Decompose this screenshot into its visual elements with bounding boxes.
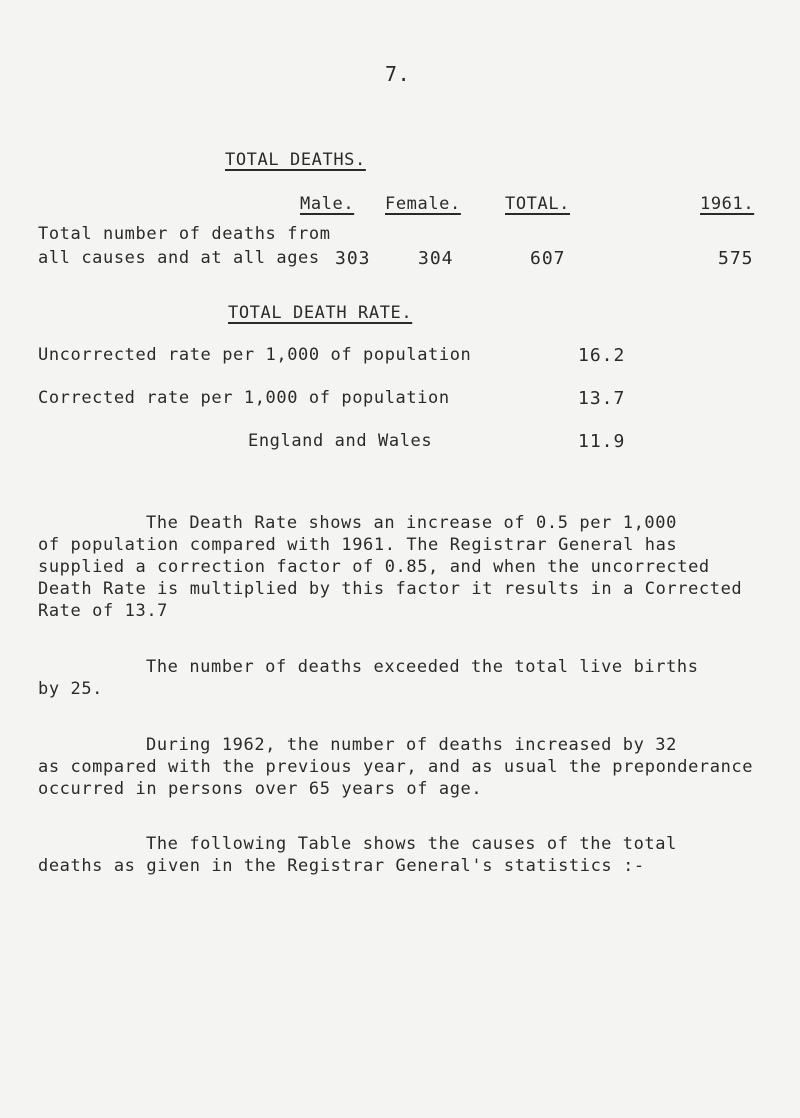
- death-rate-heading: TOTAL DEATH RATE.: [228, 303, 413, 323]
- deaths-row-label-line-2: all causes and at all ages: [38, 248, 320, 268]
- paragraph-line: supplied a correction factor of 0.85, and when the uncorrected: [38, 557, 710, 577]
- paragraph-death-rate: [38, 512, 742, 622]
- column-header-total: TOTAL.: [505, 194, 571, 214]
- column-header-male: Male.: [300, 194, 355, 214]
- paragraph-line: Rate of 13.7: [38, 601, 169, 621]
- paragraph-line: During 1962, the number of deaths increased by 32: [146, 735, 677, 755]
- rate-row-value: 13.7: [578, 388, 626, 409]
- paragraph-line: as compared with the previous year, and as usual the preponderance: [38, 757, 754, 777]
- paragraph-line: Death Rate is multiplied by this factor it results in a Corrected: [38, 579, 743, 599]
- paragraph-line: The Death Rate shows an increase of 0.5 per 1,000: [146, 513, 677, 533]
- rate-row-label: Uncorrected rate per 1,000 of population: [38, 345, 472, 365]
- page-number: 7.: [385, 62, 411, 86]
- deaths-male-value: 303: [335, 248, 371, 269]
- paragraph-line: The number of deaths exceeded the total live births: [146, 657, 699, 677]
- rate-row-label: England and Wales: [248, 431, 433, 451]
- rate-row-label: Corrected rate per 1,000 of population: [38, 388, 450, 408]
- deaths-row-label-line-1: Total number of deaths from: [38, 224, 331, 244]
- paragraph-table-intro: [38, 833, 677, 877]
- paragraph-line: occurred in persons over 65 years of age.: [38, 779, 483, 799]
- column-header-female: Female.: [385, 194, 461, 214]
- deaths-1961-value: 575: [718, 248, 754, 269]
- deaths-female-value: 304: [418, 248, 454, 269]
- paragraph-line: The following Table shows the causes of the total: [146, 834, 677, 854]
- total-deaths-heading: TOTAL DEATHS.: [225, 150, 366, 170]
- paragraph-births: [38, 656, 699, 700]
- rate-row-value: 11.9: [578, 431, 626, 452]
- paragraph-line: deaths as given in the Registrar General's statistics :-: [38, 856, 645, 876]
- paragraph-line: of population compared with 1961. The Registrar General has: [38, 535, 678, 555]
- paragraph-increase: [38, 734, 753, 800]
- paragraph-line: by 25.: [38, 679, 104, 699]
- rate-row-value: 16.2: [578, 345, 626, 366]
- deaths-total-value: 607: [530, 248, 566, 269]
- column-header-1961: 1961.: [700, 194, 755, 214]
